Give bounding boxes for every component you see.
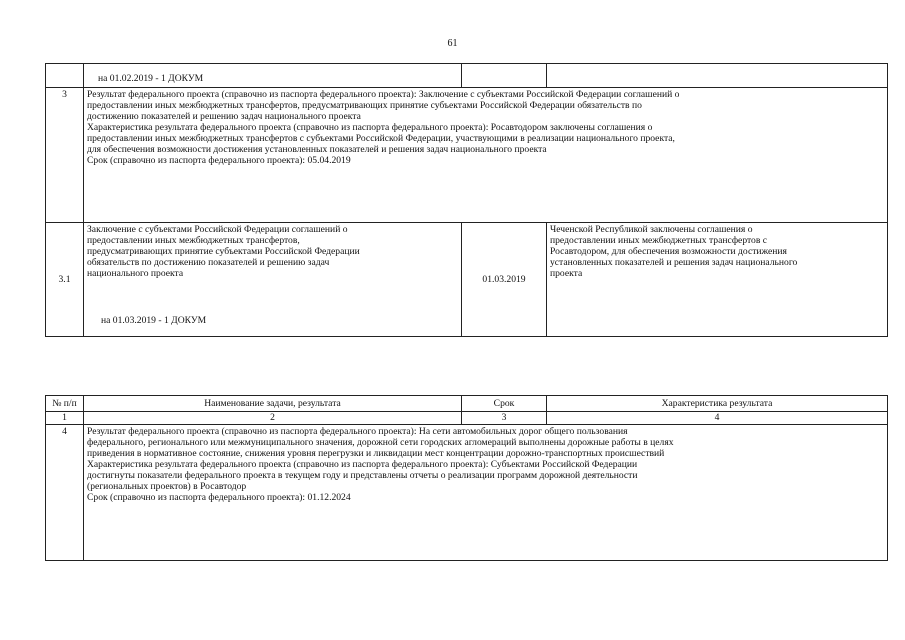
- table-row: [46, 88, 888, 223]
- row-number: 4: [46, 425, 84, 561]
- task-name: [84, 223, 462, 337]
- text-line: проекта: [550, 268, 583, 279]
- text-line: Результат федерального проекта (справочно из паспорта федерального проекта): Заключение с субъектами Российской Федерации соглашений о: [87, 89, 680, 100]
- text-line: для обеспечения возможности достижения установленных показателей и решения задач национального проекта: [87, 144, 547, 155]
- document-note: на 01.02.2019 - 1 ДОКУМ: [84, 64, 462, 88]
- text-line: Срок (справочно из паспорта федерального проекта): 05.04.2019: [87, 155, 351, 166]
- text-line: приведения в нормативное состояние, снижения уровня перегрузки и ликвидации мест концентрации дорожно-транспортных происшествий: [87, 448, 665, 459]
- results-table: [45, 395, 888, 561]
- federal-result-description: [84, 425, 888, 561]
- header-row: [46, 396, 888, 412]
- row-number: 3.1: [46, 223, 84, 337]
- header-task-name: Наименование задачи, результата: [84, 396, 462, 412]
- deadline-date: 01.03.2019: [462, 223, 547, 337]
- text-line: Чеченской Республикой заключены соглашения о: [550, 224, 753, 235]
- text-line: обязательств по достижению показателей и решению задач: [87, 257, 330, 268]
- cell-deadline: [462, 64, 547, 88]
- cell-number: [46, 64, 84, 88]
- header-number: № п/п: [46, 396, 84, 412]
- text-line: Характеристика результата федерального проекта (справочно из паспорта федерального проекта): Субъектами Российской Федерации: [87, 459, 638, 470]
- text-line: установленных показателей и решения задач национального: [550, 257, 798, 268]
- column-number: 3: [462, 412, 547, 425]
- result-characteristic: [547, 223, 888, 337]
- table-row: [46, 425, 888, 561]
- text-line: Характеристика результата федерального проекта (справочно из паспорта федерального проекта): Росавтодором заключены соглашения о: [87, 122, 653, 133]
- text-line: предусматривающих принятие субъектами Российской Федерации: [87, 246, 360, 257]
- text-line: Срок (справочно из паспорта федерального проекта): 01.12.2024: [87, 492, 351, 503]
- text-line: национального проекта: [87, 268, 184, 279]
- text-line: (региональных проектов) в Росавтодор: [87, 481, 247, 492]
- text-line: Заключение с субъектами Российской Федерации соглашений о: [87, 224, 348, 235]
- table-row: [46, 223, 888, 337]
- text-line: достижению показателей и решению задач национального проекта: [87, 111, 361, 122]
- text-line: предоставлении иных межбюджетных трансфертов, предусматривающих принятие субъектами Российской Федерации обязательств по: [87, 100, 642, 111]
- text-line: предоставлении иных межбюджетных трансфертов с субъектами Российской Федерации, участвующими в реализации национального проекта,: [87, 133, 675, 144]
- federal-result-description: [84, 88, 888, 223]
- text-line: Результат федерального проекта (справочно из паспорта федерального проекта): На сети автомобильных дорог общего пользования: [87, 426, 628, 437]
- column-number: 2: [84, 412, 462, 425]
- column-number: 1: [46, 412, 84, 425]
- text-line: Росавтодором, для обеспечения возможности достижения: [550, 246, 787, 257]
- text-line: достигнуты показатели федерального проекта в текущем году и представлены отчеты о реализации программ дорожной деятельности: [87, 470, 638, 481]
- text-line: федерального, регионального или межмуниципального значения, дорожной сети городских агломераций выполнены дорожные работы в целях: [87, 437, 674, 448]
- document-note: на 01.03.2019 - 1 ДОКУМ: [101, 315, 207, 326]
- text-line: предоставлении иных межбюджетных трансфертов,: [87, 235, 300, 246]
- header-number-row: [46, 412, 888, 425]
- header-result: Характеристика результата: [547, 396, 888, 412]
- header-deadline: Срок: [462, 396, 547, 412]
- text-line: предоставлении иных межбюджетных трансфертов с: [550, 235, 768, 246]
- page-number: 61: [447, 38, 458, 49]
- cell-result: [547, 64, 888, 88]
- row-number: 3: [46, 88, 84, 223]
- results-table-continued: [45, 63, 888, 337]
- column-number: 4: [547, 412, 888, 425]
- table-row: [46, 64, 888, 88]
